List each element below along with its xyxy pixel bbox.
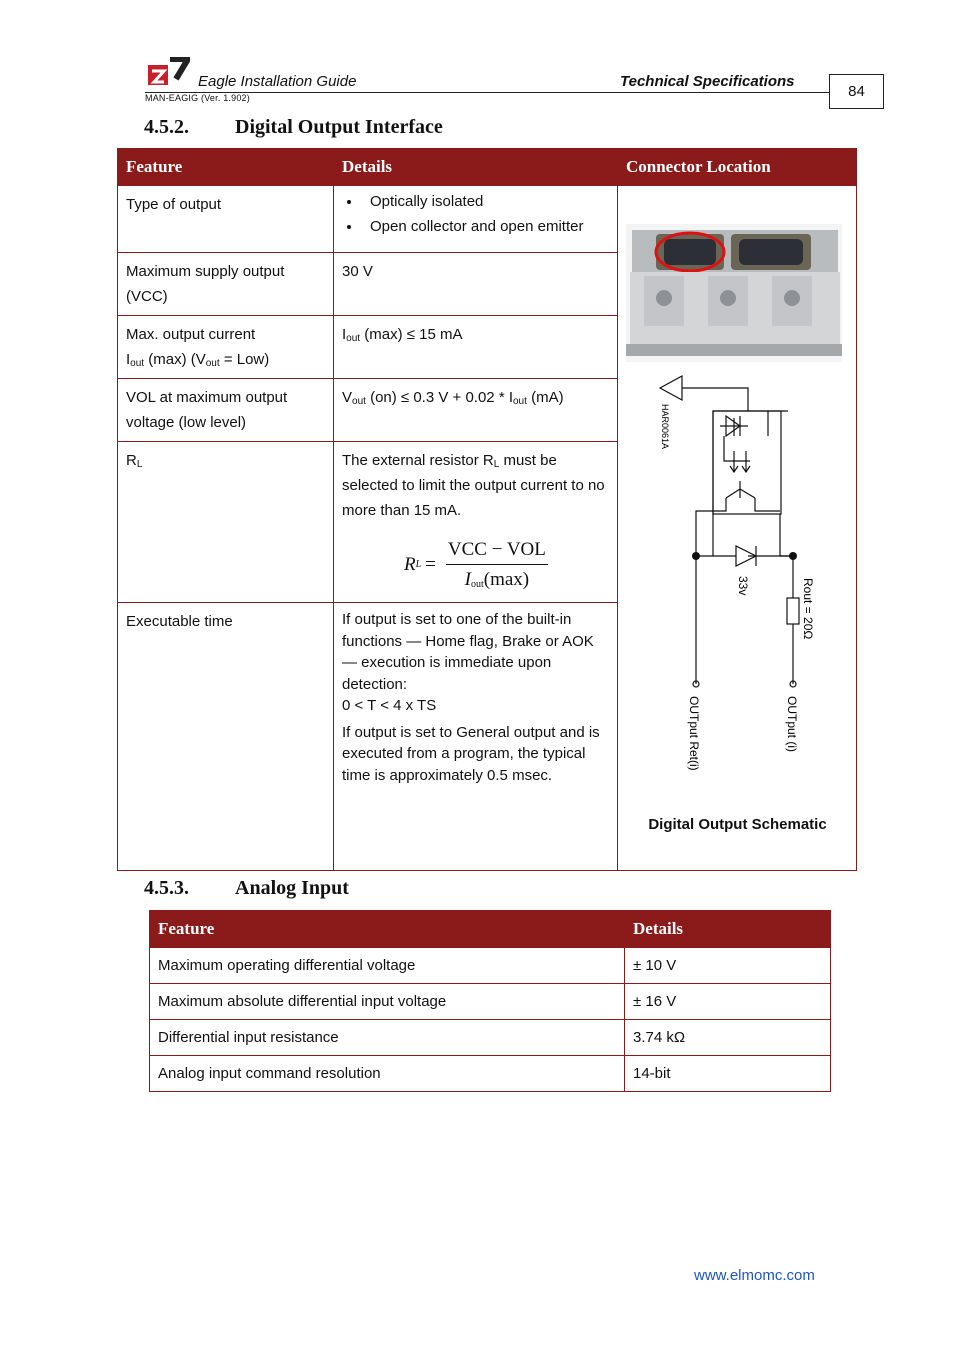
- table-row: [118, 186, 857, 253]
- doc-title: Eagle Installation Guide: [198, 73, 357, 90]
- details-cell: The external resistor $R_L$ must be selected to limit the output current to no more than 15 mA. R L = $\frac{\text{VCC − VOL}}{I_{out}(\max)}$: [334, 442, 618, 603]
- details-cell: 3.74 kΩ: [625, 1020, 831, 1056]
- formula-fraction: $\frac{\text{VCC − VOL}}{I_{out}(\max)}$: [447, 539, 546, 590]
- output-ret-label: OUTput Ret(i): [687, 696, 701, 771]
- section-title: Digital Output Interface: [235, 116, 443, 138]
- section-number: 4.5.2.: [144, 116, 189, 138]
- bullet-item: • Optically isolated: [362, 192, 609, 212]
- feature-cell: Max. output current $I_{out}$ (max) $(V_{out} = Low)$: [118, 316, 334, 379]
- col-header-details: Details: [625, 911, 831, 948]
- feature-cell: Differential input resistance: [150, 1020, 625, 1056]
- analog-input-table: [149, 910, 831, 1092]
- page-number: 84: [829, 74, 884, 109]
- feature-cell: Executable time: [118, 603, 334, 871]
- details-cell: 14-bit: [625, 1056, 831, 1092]
- table-header-row: [118, 149, 857, 186]
- section-number: 4.5.3.: [144, 877, 189, 899]
- section-header: Technical Specifications: [620, 73, 795, 90]
- bullet-item: • Open collector and open emitter: [362, 217, 609, 237]
- col-header-details: Details: [334, 149, 618, 186]
- table-header-row: [150, 911, 831, 948]
- feature-cell: VOL at maximum output voltage (low level): [118, 379, 334, 442]
- details-cell: If output is set to one of the built-in functions — Home flag, Brake or AOK — execution is immediate upon detection: 0 < T < 4 x TS If output is set to General output and is executed from a program, the typical time is approximately 0.5 msec.: [334, 603, 618, 871]
- table-row: [150, 948, 831, 984]
- table-row: [150, 984, 831, 1020]
- details-cell: [334, 186, 618, 253]
- doc-code: MAN-EAGIG (Ver. 1.902): [145, 93, 250, 103]
- details-cell: ± 16 V: [625, 984, 831, 1020]
- rl-formula: R L = $\frac{\text{VCC − VOL}}{I_{out}(\max)}$: [404, 539, 546, 590]
- feature-cell: $R_L$: [118, 442, 334, 603]
- feature-cell: Maximum operating differential voltage: [150, 948, 625, 984]
- feature-cell: Type of output: [118, 186, 334, 253]
- details-cell: $I_{out}$ (max) ≤ 15 mA: [334, 316, 618, 379]
- col-header-feature: Feature: [118, 149, 334, 186]
- connector-location-cell: [618, 186, 857, 871]
- schematic-code: HAR0061A: [660, 404, 670, 450]
- output-label: OUTput (i): [785, 696, 799, 753]
- col-header-feature: Feature: [150, 911, 625, 948]
- details-cell: $V_{out}$ (on) ≤ 0.3 $V + 0.02 * I_{out}$ (mA): [334, 379, 618, 442]
- website-link[interactable]: www.elmomc.com: [694, 1267, 815, 1284]
- digital-output-table: [117, 148, 857, 871]
- diode-label: 33v: [736, 576, 750, 596]
- connector-photo: [626, 224, 842, 362]
- feature-cell: Analog input command resolution: [150, 1056, 625, 1092]
- elmo-logo: [148, 57, 190, 87]
- output-schematic: [618, 366, 857, 796]
- details-cell: ± 10 V: [625, 948, 831, 984]
- table-row: [150, 1020, 831, 1056]
- schematic-caption: Digital Output Schematic: [648, 816, 827, 833]
- details-cell: 30 V: [334, 253, 618, 316]
- section-title: Analog Input: [235, 877, 349, 899]
- table-row: [150, 1056, 831, 1092]
- feature-cell: Maximum absolute differential input voltage: [150, 984, 625, 1020]
- feature-cell: Maximum supply output (VCC): [118, 253, 334, 316]
- resistor-label: Rout = 20Ω: [801, 578, 815, 640]
- col-header-connector: Connector Location: [618, 149, 857, 186]
